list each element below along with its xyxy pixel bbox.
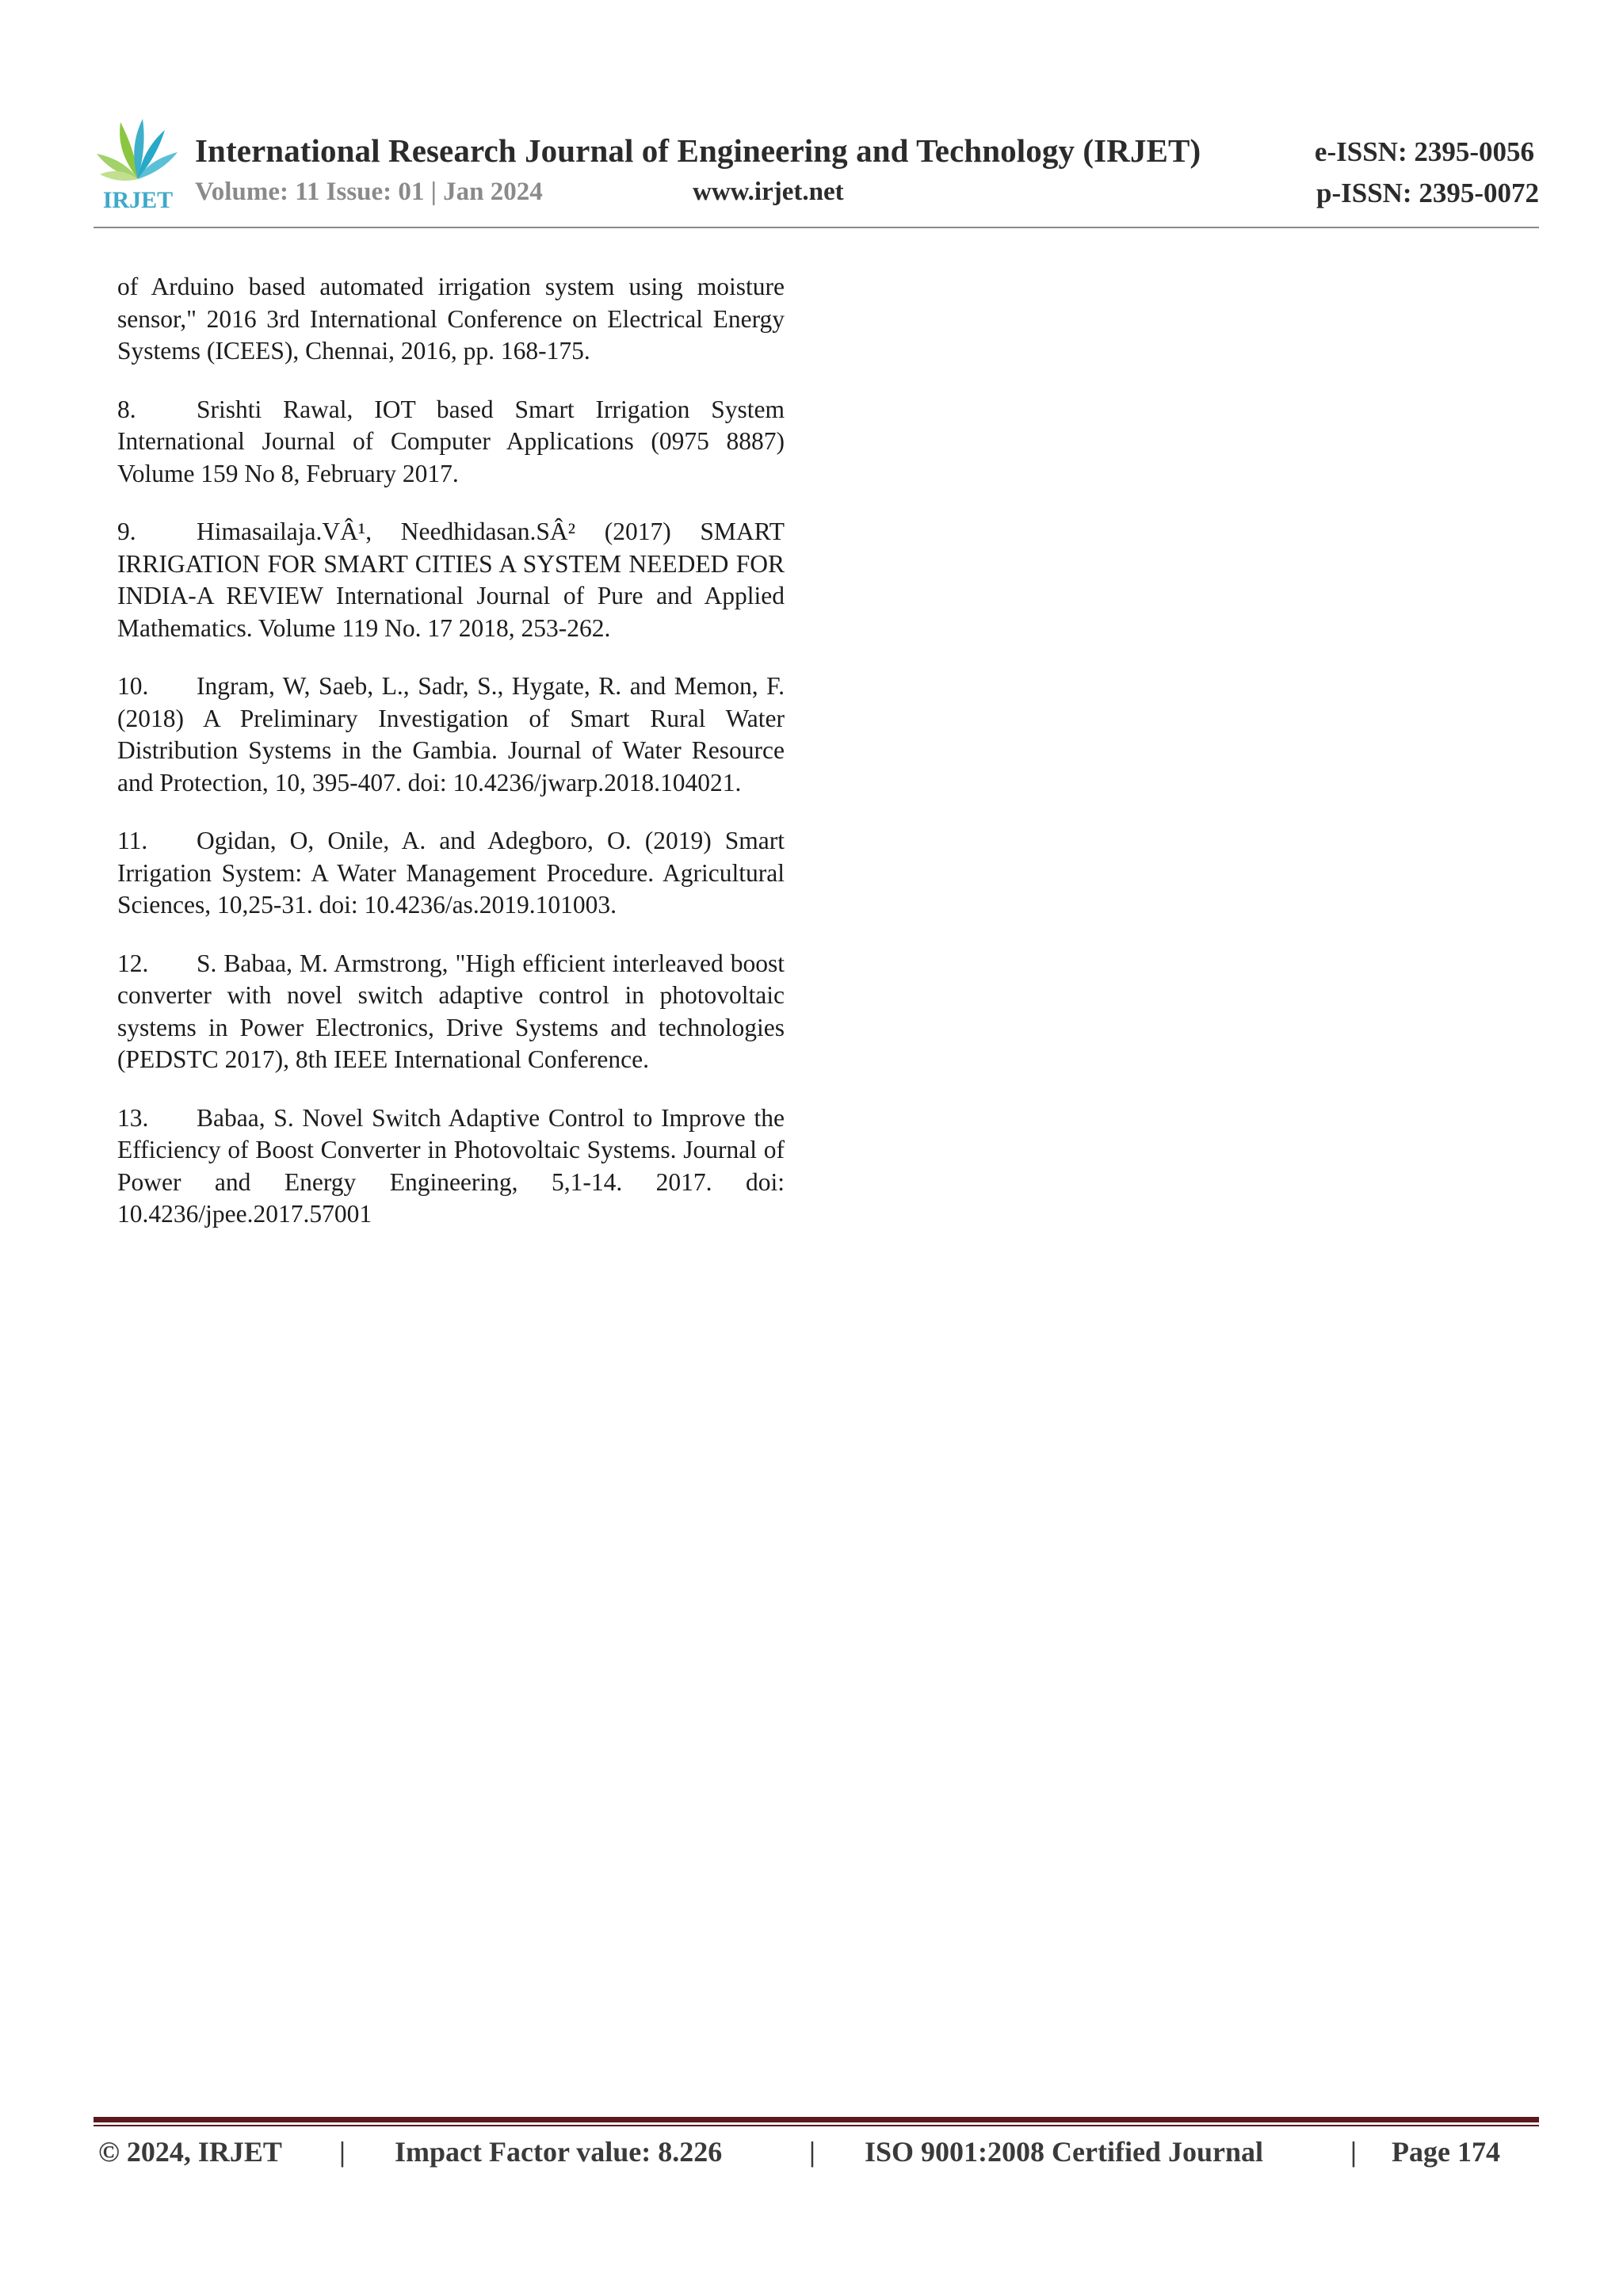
reference-number: 12. — [117, 949, 149, 977]
reference-text: Srishti Rawal, IOT based Smart Irrigation System International Journal of Computer Applications (0975 8887) Volume 159 No 8, February 2017. — [117, 395, 785, 487]
reference-item — [117, 516, 785, 644]
pissn: p-ISSN: 2395-0072 — [1316, 178, 1539, 208]
reference-text: S. Babaa, M. Armstrong, "High efficient interleaved boost converter with novel switch adaptive control in photovoltaic systems in Power Electronics, Drive Systems and technologies (PEDSTC 2017), 8th IEEE International Conference. — [117, 949, 785, 1073]
footer-rule — [94, 2117, 1539, 2122]
reference-text: Ingram, W, Saeb, L., Sadr, S., Hygate, R. and Memon, F. (2018) A Preliminary Investigation of Smart Rural Water Distribution Systems in the Gambia. Journal of Water Resource and Protection, 10, 395-407. doi: 10.4236/jwarp.2018.104021. — [117, 672, 785, 797]
reference-number: 9. — [117, 518, 136, 545]
reference-number: 8. — [117, 395, 136, 423]
footer-page-number: Page 174 — [1392, 2136, 1500, 2168]
page-footer — [98, 2135, 1500, 2168]
reference-text: of Arduino based automated irrigation system using moisture sensor," 2016 3rd International Conference on Electrical Energy Systems (ICEES), Chennai, 2016, pp. 168-175. — [117, 273, 785, 365]
reference-text: Ogidan, O, Onile, A. and Adegboro, O. (2019) Smart Irrigation System: A Water Management Procedure. Agricultural Sciences, 10,25-31. doi: 10.4236/as.2019.101003. — [117, 827, 785, 919]
footer-separator: | — [809, 2136, 815, 2168]
references-list — [117, 271, 785, 1257]
irjet-logo-icon — [94, 114, 182, 212]
reference-number: 11. — [117, 827, 148, 854]
reference-item — [117, 394, 785, 491]
reference-text: Babaa, S. Novel Switch Adaptive Control to Improve the Efficiency of Boost Converter in Photovoltaic Systems. Journal of Power and Energy Engineering, 5,1-14. 2017. doi: 10.4236/jpee.2017.57001 — [117, 1103, 785, 1228]
reference-item — [117, 825, 785, 922]
eissn: e-ISSN: 2395-0056 — [1314, 136, 1534, 167]
reference-item — [117, 271, 785, 368]
reference-text: Himasailaja.VÂ¹, Needhidasan.SÂ² (2017) SMART IRRIGATION FOR SMART CITIES A SYSTEM NEEDED FOR INDIA-A REVIEW International Journal of Pure and Applied Mathematics. Volume 119 No. 17 2018, 253-262. — [117, 518, 785, 642]
footer-separator: | — [1350, 2136, 1357, 2168]
reference-item — [117, 670, 785, 799]
journal-website-link[interactable]: www.irjet.net — [693, 178, 844, 206]
journal-title: International Research Journal of Engineering and Technology (IRJET) — [195, 132, 1201, 169]
header-divider — [94, 227, 1539, 228]
reference-number: 10. — [117, 672, 149, 700]
footer-impact-factor: Impact Factor value: 8.226 — [395, 2136, 723, 2168]
reference-item — [117, 948, 785, 1076]
footer-rule-thin — [94, 2125, 1539, 2126]
footer-iso: ISO 9001:2008 Certified Journal — [865, 2136, 1263, 2168]
reference-number: 13. — [117, 1103, 149, 1132]
footer-separator: | — [339, 2136, 346, 2168]
footer-copyright: © 2024, IRJET — [98, 2136, 282, 2168]
logo-wordmark: IRJET — [102, 187, 174, 212]
volume-issue: Volume: 11 Issue: 01 | Jan 2024 — [195, 178, 543, 206]
reference-item — [117, 1102, 785, 1231]
irjet-logo — [94, 114, 182, 212]
